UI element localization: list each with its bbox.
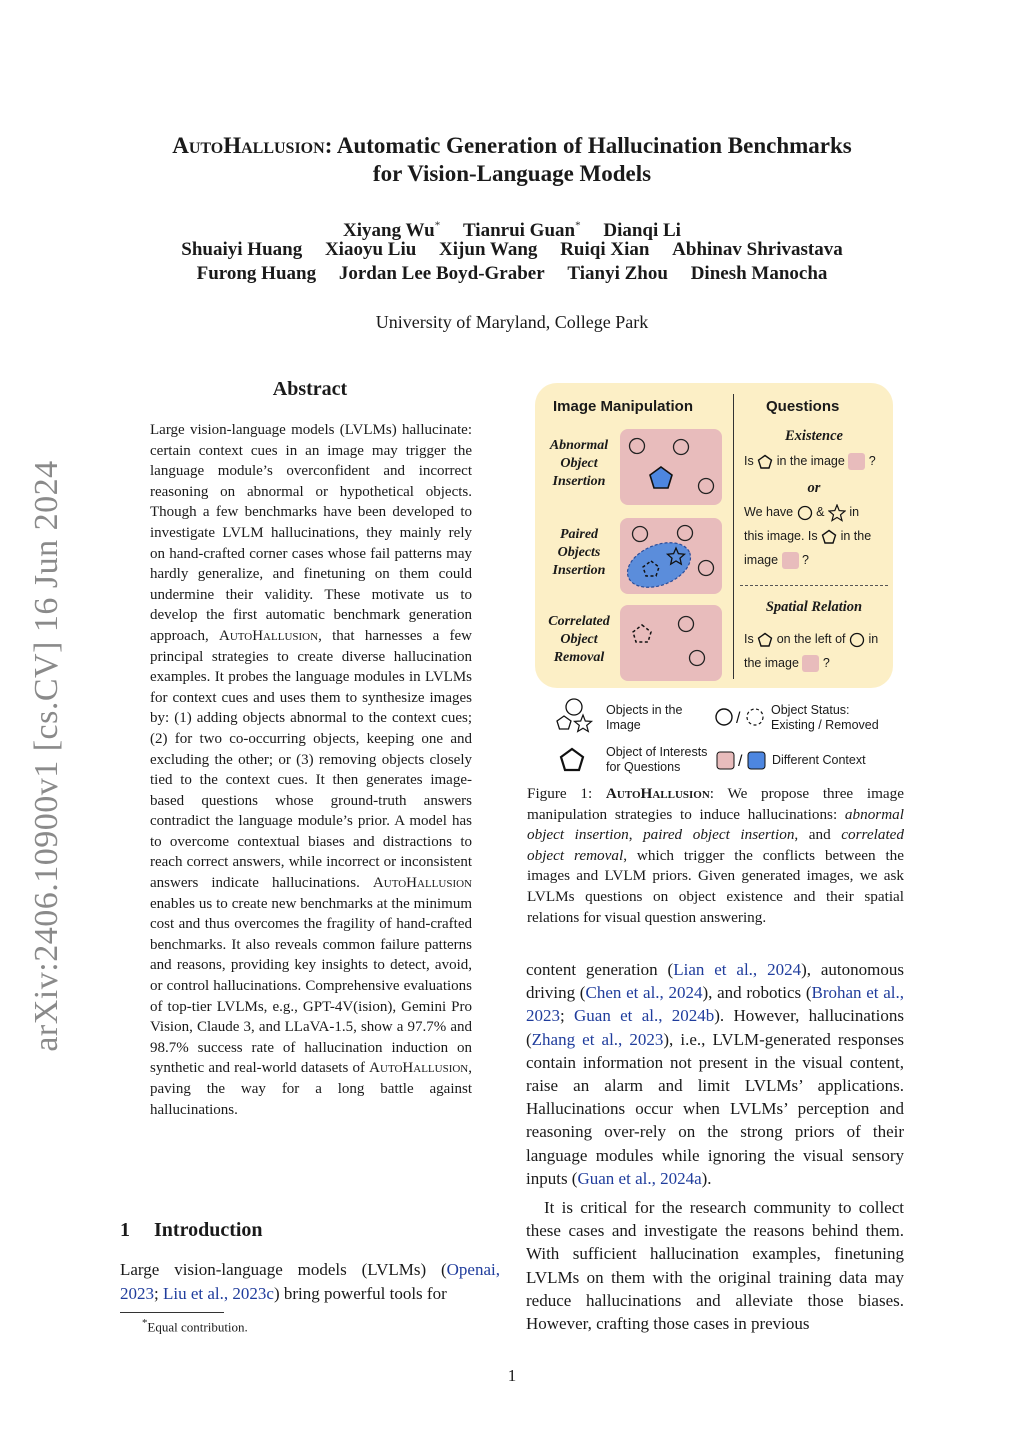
circle-object-icon: [633, 527, 648, 542]
star-icon: [575, 715, 592, 732]
pentagon-interest-icon: [561, 749, 583, 770]
section-number: 1: [120, 1219, 130, 1241]
spatial-question: Is on the left of in the image ?: [744, 627, 878, 675]
citation-link[interactable]: Lian et al., 2024: [673, 960, 802, 979]
circle-removed-icon: [747, 709, 763, 725]
arxiv-stamp: arXiv:2406.10900v1 [cs.CV] 16 Jun 2024: [28, 460, 65, 1052]
existence-question-2: We have & in this image. Is in the image ?: [744, 500, 871, 572]
row-label-correlated-object-removal: Correlated Object Removal: [548, 614, 610, 665]
circle-object-icon: [679, 617, 694, 632]
circle-icon: [849, 632, 865, 648]
author-row-2: [100, 238, 924, 262]
legend-interest-label: Object of Interests for Questions: [606, 745, 708, 774]
footnote: *Equal contribution.: [142, 1317, 248, 1335]
pentagon-icon: [821, 529, 837, 545]
legend-slash: /: [736, 710, 741, 727]
legend-context-icons: [716, 751, 768, 771]
author: Xijun Wang: [439, 239, 538, 260]
scene-objects: [620, 429, 722, 505]
intro-right-column: [526, 958, 904, 1335]
title-system-name: AutoHallusion: [172, 133, 325, 158]
author: Abhinav Shrivastava: [672, 239, 843, 260]
title-line-1-rest: : Automatic Generation of Hallucination Benchmarks: [324, 133, 852, 158]
pentagon-removed-icon: [633, 625, 651, 642]
section-heading-introduction: [120, 1219, 263, 1242]
question-type-spatial-relation: Spatial Relation: [765, 599, 863, 615]
question-or: or: [807, 480, 821, 496]
circle-object-icon: [630, 439, 645, 454]
circle-object-icon: [678, 526, 693, 541]
intro-paragraph-left: Large vision-language models (LVLMs) (Openai, 2023; Liu et al., 2023c) bring powerful tools for: [120, 1260, 500, 1303]
pentagon-blue-icon: [650, 467, 672, 488]
abstract-body: Large vision-language models (LVLMs) hallucinate: certain context cues in an image may trigger the language module’s overconfident and incorrect reasoning on abnormal or hypothetical objects. Though a few benchmarks have been developed to investigate LVLM hallucinations, they mainly rely on hand-crafted corner cases whose fail patterns may hardly generalize, and finetuning on them could undermine their validity. These motivate us to develop the first automatic benchmark generation approach, AutoHallusion, that harnesses a few principal strategies to create diverse hallucination examples. It probes the language modules in LVLMs for context cues and uses them to synthesize images by: (1) adding objects abnormal to the context cues; (2) for two co-occurring objects, keeping one and excluding the other; or (3) removing objects closely tied to the context cues. It then generates image-based questions whose ground-truth answers contradict the language module’s prior. A model has to overcome contextual biases and distractions to reach correct answers, while incorrect or inconsistent answers indicate hallucinations. AutoHallusion enables us to create new benchmarks at the minimum cost and thus overcomes the fragility of hand-crafted benchmarks. It also reveals common failure patterns and reasons, providing key insights to detect, avoid, or control hallucinations. Comprehensive evaluations of top-tier LVLMs, e.g., GPT-4V(ision), Gemini Pro Vision, Claude 3, and LLaVA-1.5, show a 97.7% and 98.7% success rate of hallucination induction on synthetic and real-world datasets of AutoHallusion, paving the way for a long battle against hallucinations.: [150, 422, 472, 1118]
title-line-2: for Vision-Language Models: [372, 161, 652, 186]
circle-object-icon: [674, 440, 689, 455]
pentagon-icon: [757, 632, 773, 648]
circle-icon: [797, 505, 813, 521]
row-label-paired-objects-insertion: Paired Objects Insertion: [552, 527, 606, 578]
existence-question-1: Is in the image ?: [744, 449, 876, 473]
citation-link[interactable]: Liu et al., 2023c: [162, 1283, 274, 1303]
author: Tianrui Guan*: [462, 220, 581, 242]
citation-link[interactable]: Brohan et al., 2023: [526, 983, 905, 1026]
author-row-3: [100, 262, 924, 286]
scene-objects: [620, 518, 722, 594]
row-label-abnormal-object-insertion: Abnormal Object Insertion: [549, 438, 609, 489]
footnote-rule: [120, 1312, 224, 1313]
citation-link[interactable]: Guan et al., 2024a: [577, 1168, 702, 1188]
context-swatch: [802, 655, 819, 672]
citation-link[interactable]: Chen et al., 2024: [585, 983, 703, 1003]
paper-title: [100, 132, 924, 188]
figure-caption: Figure 1: AutoHallusion: We propose three image manipulation strategies to induce hallucinations: abnormal object insertion, paired object insertion, and correlated object removal, which trigger the conflicts between the images and LVLM priors. Given generated images, we ask LVLMs questions on object existence and their spatial relations for visual question answering.: [527, 785, 905, 926]
circle-object-icon: [699, 561, 714, 576]
abstract-heading: Abstract: [272, 378, 348, 400]
legend-status-icons: [714, 706, 770, 728]
author: Ruiqi Xian: [560, 239, 650, 260]
author: Dianqi Li: [603, 220, 681, 242]
citation-link[interactable]: Zhang et al., 2023: [531, 1029, 664, 1049]
question-type-existence: Existence: [785, 428, 843, 444]
scene-objects: [620, 605, 722, 681]
citation-link[interactable]: Openai, 2023: [120, 1260, 500, 1303]
author: Xiaoyu Liu: [324, 239, 417, 260]
author: Jordan Lee Boyd-Graber: [338, 263, 545, 284]
citation-link[interactable]: Guan et al., 2024b: [574, 1006, 715, 1026]
legend-objects-icons: [548, 697, 608, 739]
title-line-1: [100, 132, 924, 160]
author-mark: *: [434, 220, 441, 232]
star-icon: [828, 504, 846, 522]
figure-title-questions: Questions: [766, 398, 840, 415]
affiliation: University of Maryland, College Park: [375, 312, 649, 332]
author: Shuaiyi Huang: [181, 239, 303, 260]
system-name: AutoHallusion: [372, 875, 472, 892]
image-abnormal-insertion: [620, 429, 722, 505]
pentagon-icon: [557, 716, 571, 729]
pentagon-icon: [757, 454, 773, 470]
system-name: AutoHallusion: [605, 785, 710, 802]
circle-object-icon: [699, 479, 714, 494]
author-mark: *: [575, 220, 581, 232]
system-name: AutoHallusion: [369, 1060, 469, 1077]
image-correlated-removal: [620, 605, 722, 681]
figure-divider: [733, 394, 734, 679]
context-swatch-blue: [748, 752, 765, 769]
legend-status-label: Object Status: Existing / Removed: [771, 703, 879, 732]
legend-interest-icon: [558, 747, 586, 773]
author: Furong Huang: [196, 263, 317, 284]
legend-context-label: Different Context: [772, 753, 866, 767]
figure-title-image-manipulation: Image Manipulation: [553, 398, 694, 415]
context-swatch: [782, 552, 799, 569]
questions-separator: [740, 585, 888, 586]
context-swatch: [848, 453, 865, 470]
author: Tianyi Zhou: [567, 263, 668, 284]
legend-slash: /: [738, 753, 743, 770]
section-title: Introduction: [154, 1219, 263, 1241]
context-swatch-pink: [717, 752, 734, 769]
image-paired-insertion: [620, 518, 722, 594]
author: Xiyang Wu*: [343, 220, 441, 242]
circle-object-icon: [690, 651, 705, 666]
legend-objects-label: Objects in the Image: [606, 703, 683, 732]
author: Dinesh Manocha: [690, 263, 828, 284]
system-name: AutoHallusion: [218, 627, 319, 644]
page-number: 1: [507, 1366, 517, 1385]
circle-existing-icon: [716, 709, 732, 725]
intro-paragraph: content generation (Lian et al., 2024), autonomous driving (Chen et al., 2024), and robotics (Brohan et al., 2023; Guan et al., 2024b). However, hallucinations (Zhang et al., 2023), i.e., LVLM-generated responses contain information not present in the visual content, raise an alarm and limit LVLMs’ applications. Hallucinations occur when LVLMs’ perception and reasoning over-rely on the strong priors of their language modules while ignoring the visual sensory inputs (Guan et al., 2024a).: [526, 960, 905, 1188]
context-ellipse-blue: [621, 534, 697, 594]
intro-paragraph: It is critical for the research community to collect these cases and investigate the reasons behind them. With sufficient hallucination examples, finetuning LVLMs on them with the original training data may reduce hallucinations and alleviate those biases. However, crafting those cases in previous: [526, 1198, 904, 1334]
circle-icon: [566, 699, 582, 715]
